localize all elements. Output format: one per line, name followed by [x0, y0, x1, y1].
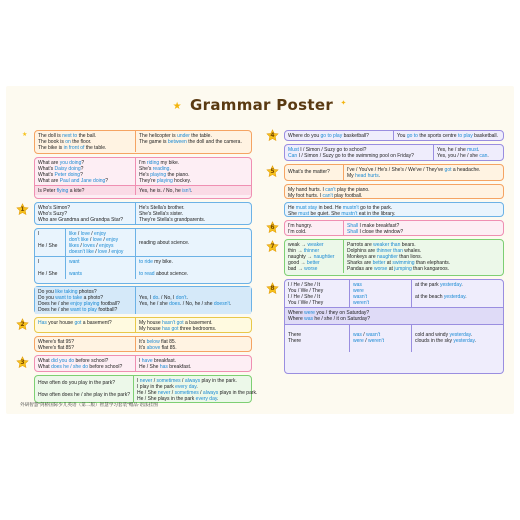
present-continuous-questions: What are you doing? What's Daisy doing? What's Peter doing? What are Paul and Jane doing?: [38, 159, 109, 184]
poster-title: Grammar Poster: [190, 96, 334, 114]
like-want-table: [34, 228, 252, 284]
prepositions-left: The doll is next to the ball. The book is on the floor. The bike is in front of the table.: [38, 132, 107, 151]
footer-caption: 外研智慧“剑桥国际少儿英语（第二版）智慧学习套装”赠品·语法挂图: [20, 402, 158, 407]
routine-answers: I have breakfast. He / She has breakfast.: [135, 356, 251, 371]
want-subjects: I He / She: [38, 258, 58, 278]
present-continuous-answers: I'm riding my bike. She's reading. He's playing the piano. They're playing hockey.: [135, 158, 251, 185]
past-simple-box: [284, 279, 504, 374]
flat-location-box: [34, 336, 252, 352]
there-objects: cold and windy yesterday. clouds in the sky yesterday.: [411, 325, 503, 352]
must-can-answers: Yes, he / she must. Yes, you / he / she can.: [433, 145, 503, 160]
do-you-like-box: [34, 286, 252, 314]
number-star-icon: 3: [16, 356, 29, 369]
who-questions-box: [34, 202, 252, 225]
shall-box: [284, 220, 504, 236]
sparkle-star-icon: ★: [172, 101, 182, 112]
number-star-icon: 5: [266, 165, 279, 178]
matter-box: [284, 164, 504, 181]
prepositions-box: [34, 130, 252, 154]
who-questions-left: Who's Simon? Who's Suzy? Who are Grandma and Grandpa Star?: [38, 204, 124, 223]
sparkle-star-icon: ★: [22, 132, 28, 138]
do-you-like-answers: Yes, I do. / No, I don't. Yes, he / she does. / No, he / she doesn't.: [135, 287, 251, 314]
was-were-subjects: I / He / She / It You / We / They I / He / She / It You / We / They: [288, 281, 324, 306]
cant-box: [284, 184, 504, 199]
was-were-places: at the park yesterday. at the beach yesterday.: [411, 280, 503, 307]
like-subjects: I He / She: [38, 230, 58, 249]
number-star-icon: 1: [16, 203, 29, 216]
shall-offers: Shall I make breakfast? Shall I close the window?: [343, 221, 503, 236]
who-questions-right: He's Stella's brother. She's Stella's sister. They're Stella's grandparents.: [135, 203, 251, 224]
how-often-answers: I never / sometimes / always play in the park. I play in the park every day. He / She never / sometimes / always plays in the park. He / She plays in the park every day.: [133, 376, 260, 403]
comparatives-box: [284, 239, 504, 276]
present-continuous-short-answer: Yes, he is. / No, he isn't.: [135, 186, 251, 195]
go-to-play-question: Where do you go to play basketball?: [288, 132, 369, 139]
want-objects: to ride my bike. to read about science.: [135, 257, 251, 278]
want-verbs: want wants: [65, 257, 135, 278]
present-continuous-box: [34, 157, 252, 199]
like-verbs: like / love / enjoy don't like / love / enjoy likes / loves / enjoys doesn't like / love / enjoy: [65, 229, 135, 256]
cant-lines: My hand hurts. I can't play the piano. My foot hurts. I can't play football.: [288, 186, 370, 199]
must-mustnt-box: [284, 202, 504, 217]
there-verbs: was / wasn't were / weren't: [349, 325, 411, 352]
must-can-box: [284, 144, 504, 161]
how-often-box: [34, 375, 258, 403]
present-continuous-yes-no-question: Is Peter flying a kite?: [35, 186, 135, 195]
like-object: reading about science.: [135, 229, 251, 256]
number-star-icon: 8: [266, 282, 279, 295]
comparative-forms: weak → weaker thin → thinner naughty → naughtier good → better bad → worse: [288, 241, 335, 272]
shall-statements: I'm hungry. I'm cold.: [288, 222, 313, 235]
routine-questions: What did you do before school? What does he / she do before school?: [38, 357, 123, 370]
comparative-sentences: Parrots are weaker than bears. Dolphins are thinner than whales. Monkeys are naughtier than lions. Sharks are better at swimming than elephants. Pandas are worse at jumping than kangaroos.: [343, 240, 503, 273]
was-were-verbs: was were wasn't weren't: [349, 280, 411, 307]
number-star-icon: 6: [266, 221, 279, 234]
was-were-questions: Where were you / they on Saturday? Where was he / she / it on Saturday?: [285, 308, 503, 323]
must-mustnt-lines: He must stay in bed. He mustn't go to the park. She must be quiet. She mustn't eat in the library.: [288, 204, 396, 217]
must-can-questions: Must I / Simon / Suzy go to school? Can I / Simon / Suzy go to the swimming pool on Friday?: [288, 146, 414, 159]
number-star-icon: 7: [266, 240, 279, 253]
number-star-icon: 2: [16, 318, 29, 331]
has-got-box: [34, 317, 252, 333]
has-got-question: Has your house got a basement?: [38, 319, 112, 326]
routine-box: [34, 355, 252, 372]
flat-location-answers: It's below flat 85. It's above flat 85.: [135, 337, 251, 352]
do-you-like-questions: Do you like taking photos? Do you want to take a photo? Does he / she enjoy playing football? Does he / she want to play football?: [35, 287, 135, 314]
matter-answers: I've / You've / He's / She's / We've / They've got a headache. My head hurts.: [343, 165, 503, 180]
matter-question: What's the matter?: [288, 169, 330, 176]
go-to-play-box: [284, 130, 504, 141]
go-to-play-answer: You go to the sports centre to play basketball.: [393, 131, 503, 140]
number-star-icon: 4: [266, 129, 279, 142]
there-subjects: There There: [288, 332, 302, 345]
sparkle-star-icon: ✦: [340, 100, 347, 107]
title-area: [0, 96, 520, 115]
prepositions-right: The helicopter is under the table. The game is between the doll and the camera.: [135, 131, 251, 152]
flat-location-questions: Where's flat 95? Where's flat 85?: [38, 338, 74, 351]
has-got-answers: My house hasn't got a basement. My house has got three bedrooms.: [135, 318, 251, 333]
how-often-questions: How often do you play in the park? How often does he / she play in the park?: [38, 380, 131, 398]
